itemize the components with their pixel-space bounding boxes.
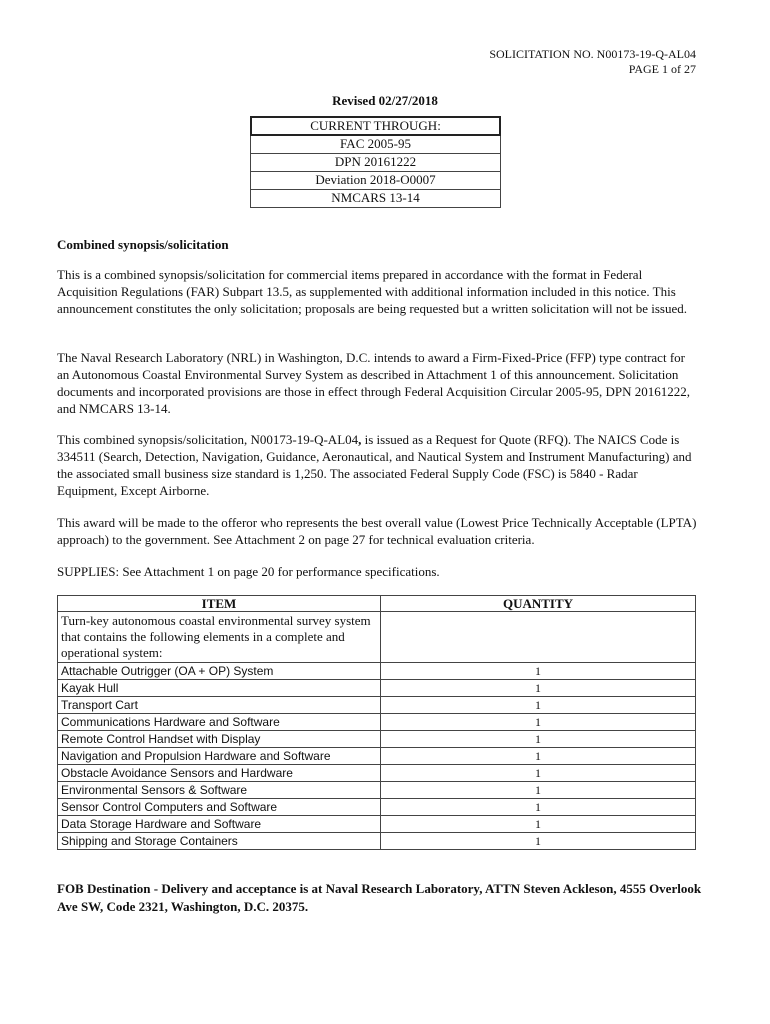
item-quantity: 1 — [381, 765, 696, 782]
item-name: Remote Control Handset with Display — [58, 731, 381, 748]
item-name: Environmental Sensors & Software — [58, 782, 381, 799]
rfq-text-a: This combined synopsis/solicitation, N00173-19-Q-AL04 — [57, 432, 359, 447]
item-quantity: 1 — [381, 782, 696, 799]
paragraph-intro: This is a combined synopsis/solicitation for commercial items prepared in accordance with the format in Federal Acquisition Regulations (FAR) Subpart 13.5, as supplemented with additional information included in this notice. This announcement constitutes the only solicitation; proposals are being requested but a written solicitation will not be issued. — [57, 267, 688, 316]
table-row — [58, 833, 696, 850]
item-quantity: 1 — [381, 663, 696, 680]
rfq-text-c: is issued as a Request for Quote (RFQ). The NAICS Code is 334511 (Search, Detection, Navigation, Guidance, Aeronautical, and Nautical System and Instrument Manufacturing) and the associated small business size standard is 1,250. The associated Federal Supply Code (FSC) is 5840 - Radar Equipment, Except Airborne. — [57, 432, 692, 498]
item-quantity: 1 — [381, 680, 696, 697]
item-quantity: 1 — [381, 731, 696, 748]
item-name: Shipping and Storage Containers — [58, 833, 381, 850]
current-through-row: Deviation 2018-O0007 — [250, 172, 501, 190]
item-quantity: 1 — [381, 697, 696, 714]
item-name: Kayak Hull — [58, 680, 381, 697]
item-quantity: 1 — [381, 799, 696, 816]
current-through-row: NMCARS 13-14 — [250, 190, 501, 208]
fob-destination-note: FOB Destination - Delivery and acceptance is at Naval Research Laboratory, ATTN Steven Ackleson, 4555 Overlook Ave SW, Code 2321, Washington, D.C. 20375. — [57, 881, 702, 914]
item-name: Obstacle Avoidance Sensors and Hardware — [58, 765, 381, 782]
item-name: Sensor Control Computers and Software — [58, 799, 381, 816]
solicitation-number: SOLICITATION NO. N00173-19-Q-AL04 — [489, 47, 696, 61]
intro-qty-cell — [381, 612, 696, 663]
table-row — [58, 748, 696, 765]
paragraph-rfq — [57, 431, 697, 499]
item-quantity: 1 — [381, 714, 696, 731]
table-row — [58, 663, 696, 680]
item-name: Transport Cart — [58, 697, 381, 714]
section-heading: Combined synopsis/solicitation — [57, 237, 229, 252]
items-table — [57, 595, 696, 850]
page-header — [489, 47, 696, 77]
item-quantity: 1 — [381, 816, 696, 833]
table-row-intro — [58, 612, 696, 663]
current-through-box — [250, 116, 501, 208]
rfq-comma: , — [358, 432, 362, 447]
column-header-item: ITEM — [58, 596, 381, 612]
item-name: Data Storage Hardware and Software — [58, 816, 381, 833]
table-row — [58, 782, 696, 799]
table-row — [58, 799, 696, 816]
column-header-quantity: QUANTITY — [381, 596, 696, 612]
paragraph-supplies: SUPPLIES: See Attachment 1 on page 20 for performance specifications. — [57, 564, 440, 579]
current-through-row: FAC 2005-95 — [250, 136, 501, 154]
paragraph-contract: The Naval Research Laboratory (NRL) in Washington, D.C. intends to award a Firm-Fixed-Price (FFP) type contract for an Autonomous Coastal Environmental Survey System as described in Attachment 1 of this announcement. Solicitation documents and incorporated provisions are those in effect through Federal Acquisition Circular 2005-95, DPN 20161222, and NMCARS 13-14. — [57, 350, 691, 416]
item-name: Communications Hardware and Software — [58, 714, 381, 731]
page-number: PAGE 1 of 27 — [628, 62, 696, 76]
table-row — [58, 697, 696, 714]
table-row — [58, 714, 696, 731]
paragraph-award: This award will be made to the offeror who represents the best overall value (Lowest Price Technically Acceptable (LPTA) approach) to the government. See Attachment 2 on page 27 for technical evaluation criteria. — [57, 515, 697, 547]
table-row — [58, 765, 696, 782]
current-through-row: DPN 20161222 — [250, 154, 501, 172]
table-header-row — [58, 596, 696, 612]
item-quantity: 1 — [381, 833, 696, 850]
intro-cell: Turn-key autonomous coastal environmental survey system that contains the following elements in a complete and operational system: — [58, 612, 381, 663]
revised-date: Revised 02/27/2018 — [332, 93, 438, 108]
current-through-title: CURRENT THROUGH: — [250, 116, 501, 136]
item-name: Attachable Outrigger (OA + OP) System — [58, 663, 381, 680]
item-quantity: 1 — [381, 748, 696, 765]
table-row — [58, 731, 696, 748]
item-name: Navigation and Propulsion Hardware and Software — [58, 748, 381, 765]
table-row — [58, 680, 696, 697]
table-row — [58, 816, 696, 833]
